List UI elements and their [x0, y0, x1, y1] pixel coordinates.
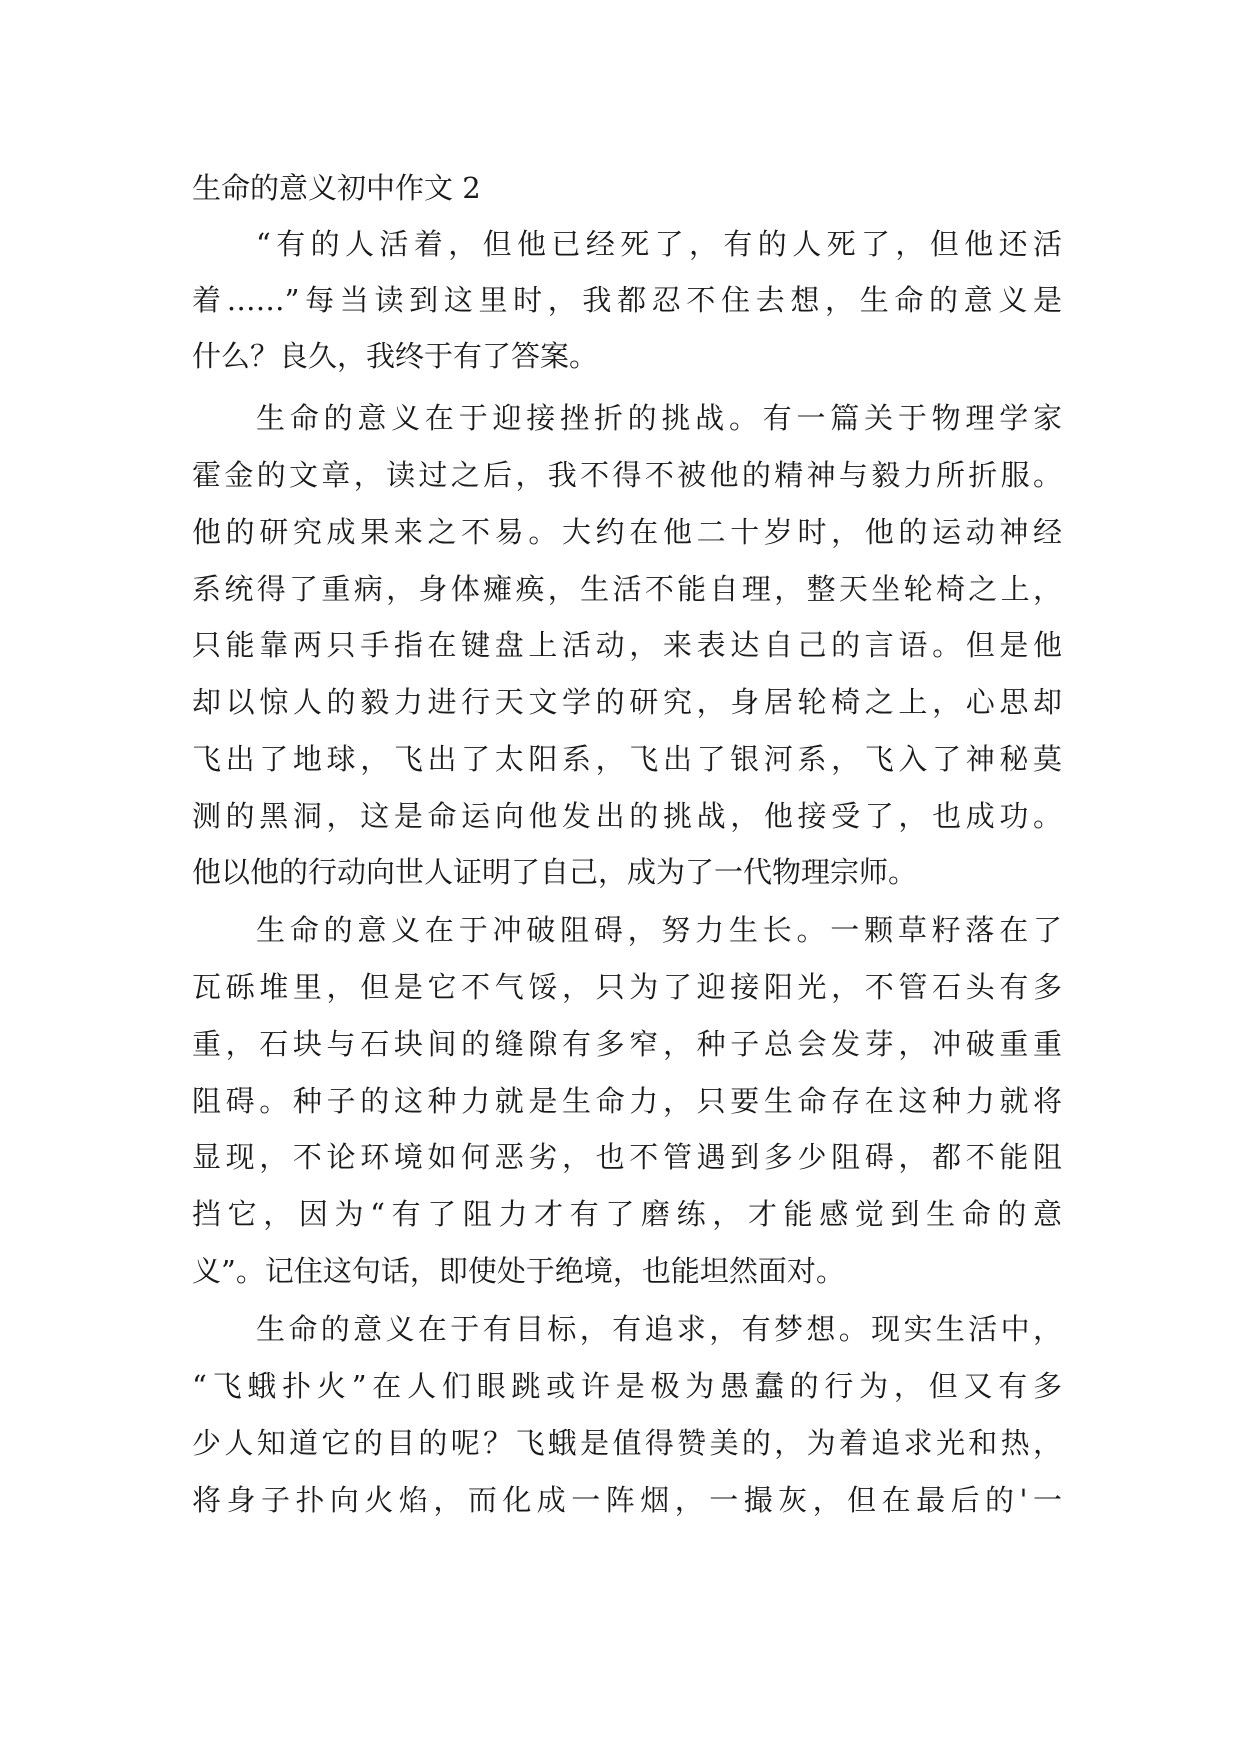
document-title: 生命的意义初中作文 2 — [192, 171, 481, 205]
text-line: 他的研究成果来之不易。大约在他二十岁时，他的运动神经 — [192, 515, 1062, 549]
text-line: 却以惊人的毅力进行天文学的研究，身居轮椅之上，心思却 — [192, 685, 1062, 719]
text-line: 少人知道它的目的呢？飞蛾是值得赞美的，为着追求光和热， — [192, 1426, 1062, 1460]
text-line: 挡它，因为“有了阻力才有了磨练，才能感觉到生命的意 — [192, 1197, 1062, 1231]
text-line: 将身子扑向火焰，而化成一阵烟，一撮灰，但在最后的'一 — [192, 1483, 1062, 1517]
text-line: 瓦砾堆里，但是它不气馁，只为了迎接阳光，不管石头有多 — [192, 970, 1062, 1004]
text-line: 义”。记住这句话，即使处于绝境，也能坦然面对。 — [192, 1254, 845, 1288]
text-line: 生命的意义在于有目标，有追求，有梦想。现实生活中， — [256, 1312, 1062, 1346]
text-line: 生命的意义在于迎接挫折的挑战。有一篇关于物理学家 — [256, 401, 1062, 435]
text-line: 霍金的文章，读过之后，我不得不被他的精神与毅力所折服。 — [192, 458, 1062, 492]
text-line: 着……”每当读到这里时，我都忍不住去想，生命的意义是 — [192, 283, 1062, 317]
text-line: 重，石块与石块间的缝隙有多窄，种子总会发芽，冲破重重 — [192, 1027, 1062, 1061]
text-line: 生命的意义在于冲破阻碍，努力生长。一颗草籽落在了 — [256, 913, 1062, 947]
text-line: “飞蛾扑火”在人们眼跳或许是极为愚蠢的行为，但又有多 — [192, 1369, 1062, 1403]
text-line: 系统得了重病，身体瘫痪，生活不能自理，整天坐轮椅之上， — [192, 572, 1062, 606]
text-line: 只能靠两只手指在键盘上活动，来表达自己的言语。但是他 — [192, 628, 1062, 662]
text-line: 阻碍。种子的这种力就是生命力，只要生命存在这种力就将 — [192, 1084, 1062, 1118]
text-line: 飞出了地球，飞出了太阳系，飞出了银河系，飞入了神秘莫 — [192, 742, 1062, 776]
text-line: 他以他的行动向世人证明了自己，成为了一代物理宗师。 — [192, 855, 918, 889]
text-line: “有的人活着，但他已经死了，有的人死了，但他还活 — [256, 227, 1062, 261]
text-line: 显现，不论环境如何恶劣，也不管遇到多少阻碍，都不能阻 — [192, 1140, 1062, 1174]
text-line: 测的黑洞，这是命运向他发出的挑战，他接受了，也成功。 — [192, 799, 1062, 833]
text-line: 什么？良久，我终于有了答案。 — [192, 339, 599, 373]
